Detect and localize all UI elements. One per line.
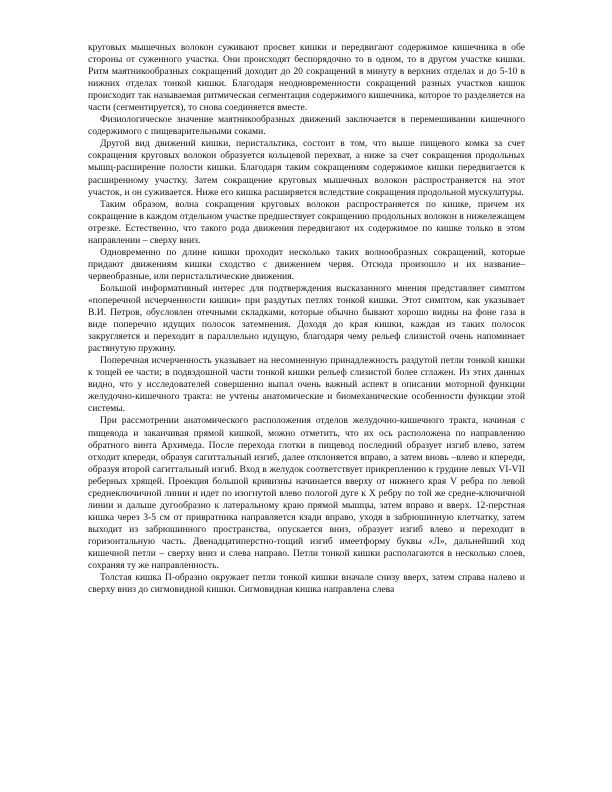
paragraph-9: Толстая кишка П-образно окружает петли тонкой кишки вначале снизу вверх, затем справа налево и сверху вниз до сигмовидной кишки. Сигмовидная кишка направлена слева — [88, 572, 525, 596]
paragraph-3: Другой вид движений кишки, перистальтика, состоит в том, что выше пищевого комка за счет сокращения круговых волокон образуется кольцевой перехват, а ниже за счет сокращения продольных мышц-расширение полости кишки. Благодаря таким сокращениям содержимое кишки передвигается к расширенному участку. Затем сокращение круговых мышечных волокон распространяется на этот участок, и он суживается. Ниже его кишка расширяется вследствие сокращения продольной мускулатуры. — [88, 138, 525, 198]
paragraph-2: Физиологическое значение маятникообразных движений заключается в перемешивании кишечного содержимого с пищеварительными соками. — [88, 114, 525, 138]
paragraph-5: Одновременно по длине кишки проходит несколько таких волнообразных сокращений, которые придают движениям кишки сходство с движением червя. Отсюда произошло и их название–червеобразные, или перистальтические движения. — [88, 246, 525, 282]
paragraph-7: Поперечная исчерченность указывает на несомненную принадлежность раздутой петли тонкой кишки к тощей ее части; в подвздошной части тонкой кишки рельеф слизистой более сглажен. Из этих данных видно, что у исследователей совершенно выпал очень важный аспект в описании моторной функции желудочно-кишечного тракта: не учтены анатомические и биомеханические особенности функции этой системы. — [88, 355, 525, 415]
paragraph-8: При рассмотрении анатомического расположения отделов желудочно-кишечного тракта, начиная с пищевода и заканчивая прямой кишкой, можно отметить, что их ось расположена по направлению обратного винта Архимеда. После перехода глотки в пищевод последний образует изгиб влево, затем отходит кпереди, образуя сагиттальный изгиб, далее отклоняется вправо, а затем вновь –влево и кпереди, образуя второй сагиттальный изгиб. Вход в желудок соответствует прикреплению к грудине левых VI-VII реберных хрящей. Проекция большой кривизны начинается вверху от нижнего края V ребра по левой среднеключичной линии и идет по изогнутой влево пологой дуге к X ребру по той же средне-ключичной линии и дальше дугообразно к латеральному краю прямой мышцы, затем вправо и вверх. 12-перстная кишка через 3-5 см от привратника направляется кзади вправо, уходя в забрюшинную клетчатку, затем выходит из забрюшинного пространства, опускается вниз, образует изгиб влево и переходит в горизонтальную часть. Двенадцатиперстно-тощий изгиб имеетформу буквы «Л», дальнейший ход кишечной петли – сверху вниз и слева направо. Петли тонкой кишки располагаются в несколько слоев, сохраняя ту же направленность. — [88, 415, 525, 572]
paragraph-6: Большой информативный интерес для подтверждения высказанного мнения представляет симптом «поперечной исчерченности кишки» при раздутых петлях тонкой кишки. Этот симптом, как указывает В.И. Петров, обусловлен отечными складками, которые обычно бывают хорошо видны на фоне газа в виде поперечно идущих полосок затемнения. Доходя до края кишки, каждая из таких полосок закругляется и переходит в параллельно идущую, благодаря чему рельеф слизистой очень напоминает растянутую пружину. — [88, 282, 525, 355]
paragraph-4: Таким образом, волна сокращения круговых волокон распространяется по кишке, причем их сокращение в каждом отдельном участке предшествует сокращению продольных волокон в нижележащем отрезке. Естественно, что такого рода движения передвигают их содержимое по кишке только в этом направлении – сверху вниз. — [88, 198, 525, 246]
paragraph-1: круговых мышечных волокон суживают просвет кишки и передвигают содержимое кишечника в обе стороны от суженного участка. Они происходят беспорядочно то в одном, то в другом участке кишки. Ритм маятникообразных сокращений доходит до 20 сокращений в минуту в верхних отделах и до 5-10 в нижних отделах тонкой кишки. Благодаря неодновременности сокращений разных участков кишок происходит так называемая ритмическая сегментация содержимого кишечника, которое то разделяется на части (сегментируется), то снова соединяется вместе. — [88, 42, 525, 114]
document-page — [88, 42, 525, 596]
